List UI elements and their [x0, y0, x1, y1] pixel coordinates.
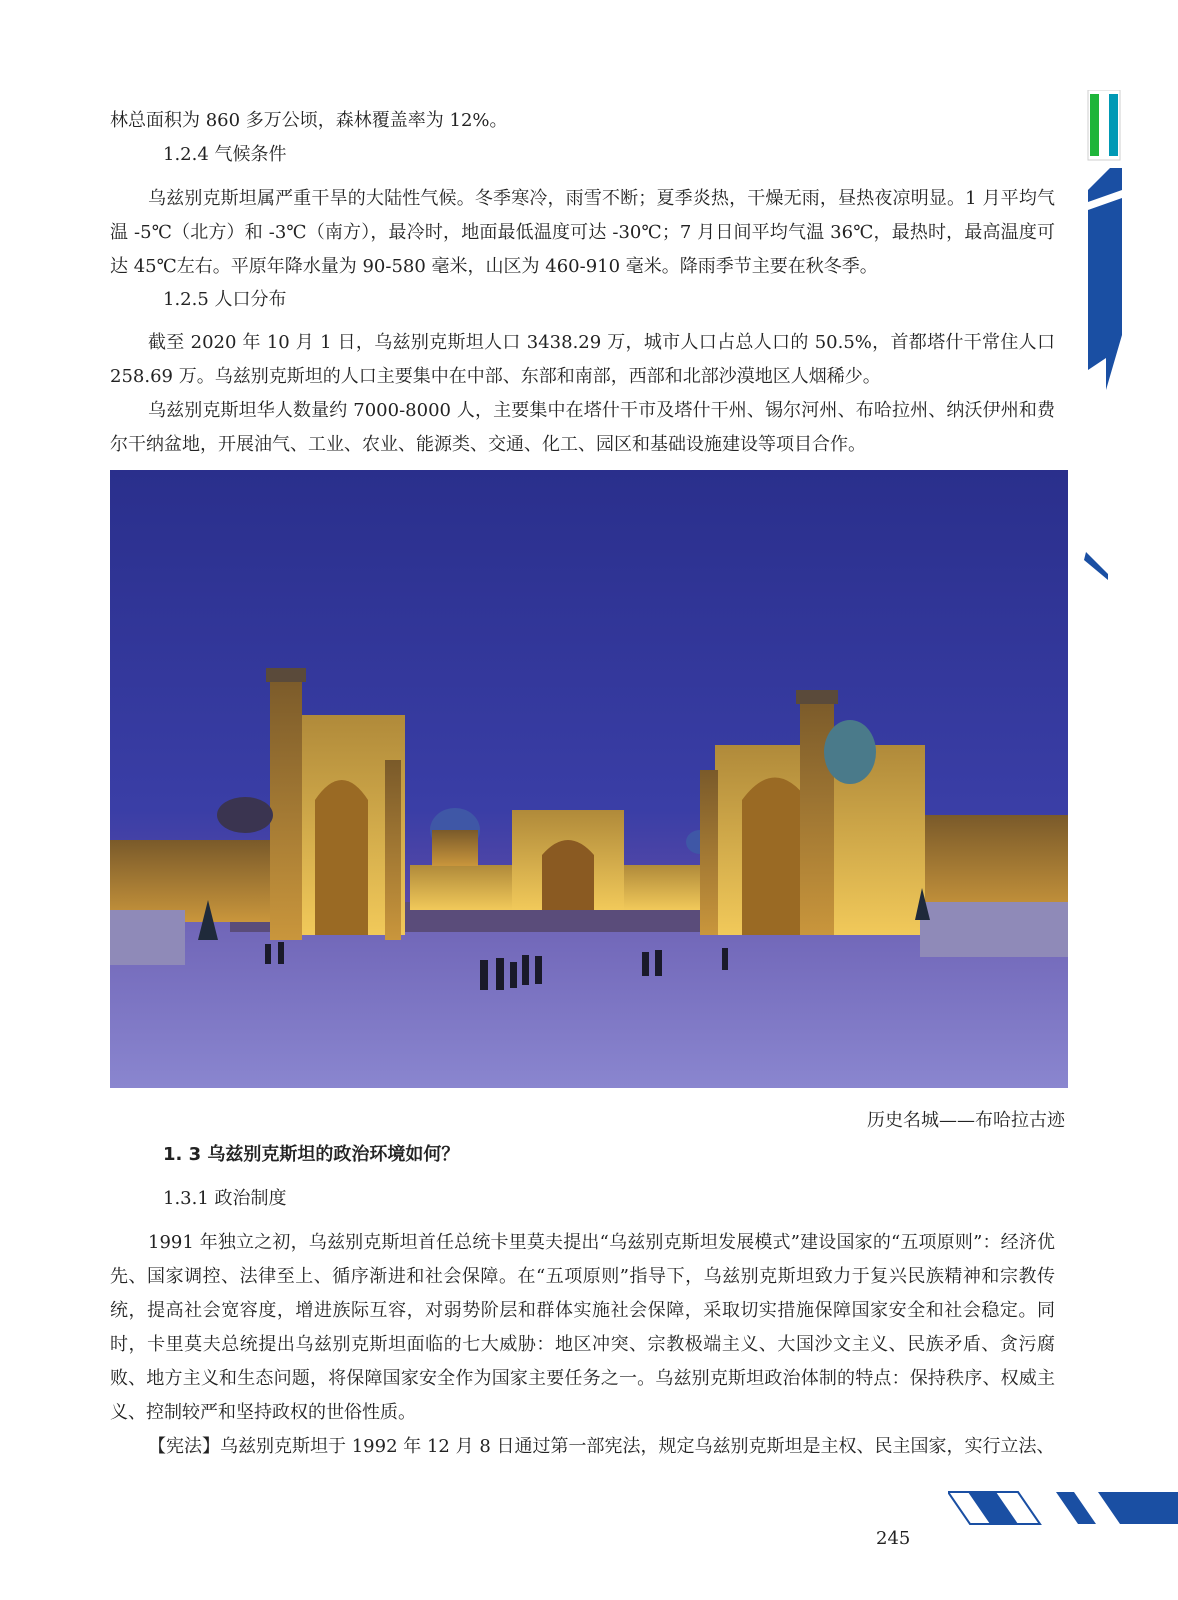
edge-stripe-top — [1088, 168, 1122, 202]
section-heading-1-2-5: 1.2.5 人口分布 — [163, 289, 287, 310]
edge-stripe-main — [1088, 198, 1122, 390]
climate-paragraph: 乌兹别克斯坦属严重干旱的大陆性气候。冬季寒冷，雨雪不断；夏季炎热，干燥无雨，昼热夜凉明显。1 月平均气温 -5℃（北方）和 -3℃（南方），最冷时，地面最低温度可达 -30℃；7 月日间平均气温 36℃，最热时，最高温度可达 45℃左右。平原年降水量为 90-580 毫米，山区为 460-910 毫米。降雨季节主要在秋冬季。 — [110, 188, 1055, 277]
page-number: 245 — [876, 1528, 911, 1549]
forest-area-line: 林总面积为 860 多万公顷，森林覆盖率为 12%。 — [110, 110, 508, 131]
photo-caption: 历史名城——布哈拉古迹 — [867, 1110, 1065, 1131]
section-heading-1-3: 1. 3 乌兹别克斯坦的政治环境如何？ — [163, 1144, 460, 1165]
population-paragraph: 截至 2020 年 10 月 1 日，乌兹别克斯坦人口 3438.29 万，城市人口占总人口的 50.5%，首都塔什干常住人口 258.69 万。乌兹别克斯坦的人口主要集中在中部、东部和南部，西部和北部沙漠地区人烟稀少。 — [110, 332, 1055, 387]
historic-city-photo — [110, 470, 1068, 1088]
left-wall — [110, 910, 185, 965]
edge-stripe-bottom — [1084, 552, 1108, 580]
section-heading-1-2-4: 1.2.4 气候条件 — [163, 144, 287, 165]
footer-stripes — [948, 1488, 1178, 1532]
section-heading-1-3-1: 1.3.1 政治制度 — [163, 1188, 287, 1209]
constitution-paragraph: 【宪法】乌兹别克斯坦于 1992 年 12 月 8 日通过第一部宪法，规定乌兹别克斯坦是主权、民主国家，实行立法、 — [148, 1436, 1055, 1457]
madrasah-square-illustration — [110, 470, 1068, 1088]
political-system-paragraph: 1991 年独立之初，乌兹别克斯坦首任总统卡里莫夫提出“乌兹别克斯坦发展模式”建设国家的“五项原则”：经济优先、国家调控、法律至上、循序渐进和社会保障。在“五项原则”指导下，乌兹别克斯坦致力于复兴民族精神和宗教传统，提高社会宽容度，增进族际互容，对弱势阶层和群体实施社会保障，采取切实措施保障国家安全和社会稳定。同时，卡里莫夫总统提出乌兹别克斯坦面临的七大威胁：地区冲突、宗教极端主义、大国沙文主义、民族矛盾、贪污腐败、地方主义和生态问题，将保障国家安全作为国家主要任务之一。乌兹别克斯坦政治体制的特点：保持秩序、权威主义、控制较严和坚持政权的世俗性质。 — [110, 1232, 1055, 1423]
right-wall — [920, 902, 1068, 957]
edge-decoration — [1080, 90, 1178, 590]
flag-tab-icon — [1088, 90, 1120, 160]
chinese-population-paragraph: 乌兹别克斯坦华人数量约 7000-8000 人，主要集中在塔什干市及塔什干州、锡尔河州、布哈拉州、纳沃伊州和费尔干纳盆地，开展油气、工业、农业、能源类、交通、化工、园区和基础设施建设等项目合作。 — [110, 400, 1055, 455]
